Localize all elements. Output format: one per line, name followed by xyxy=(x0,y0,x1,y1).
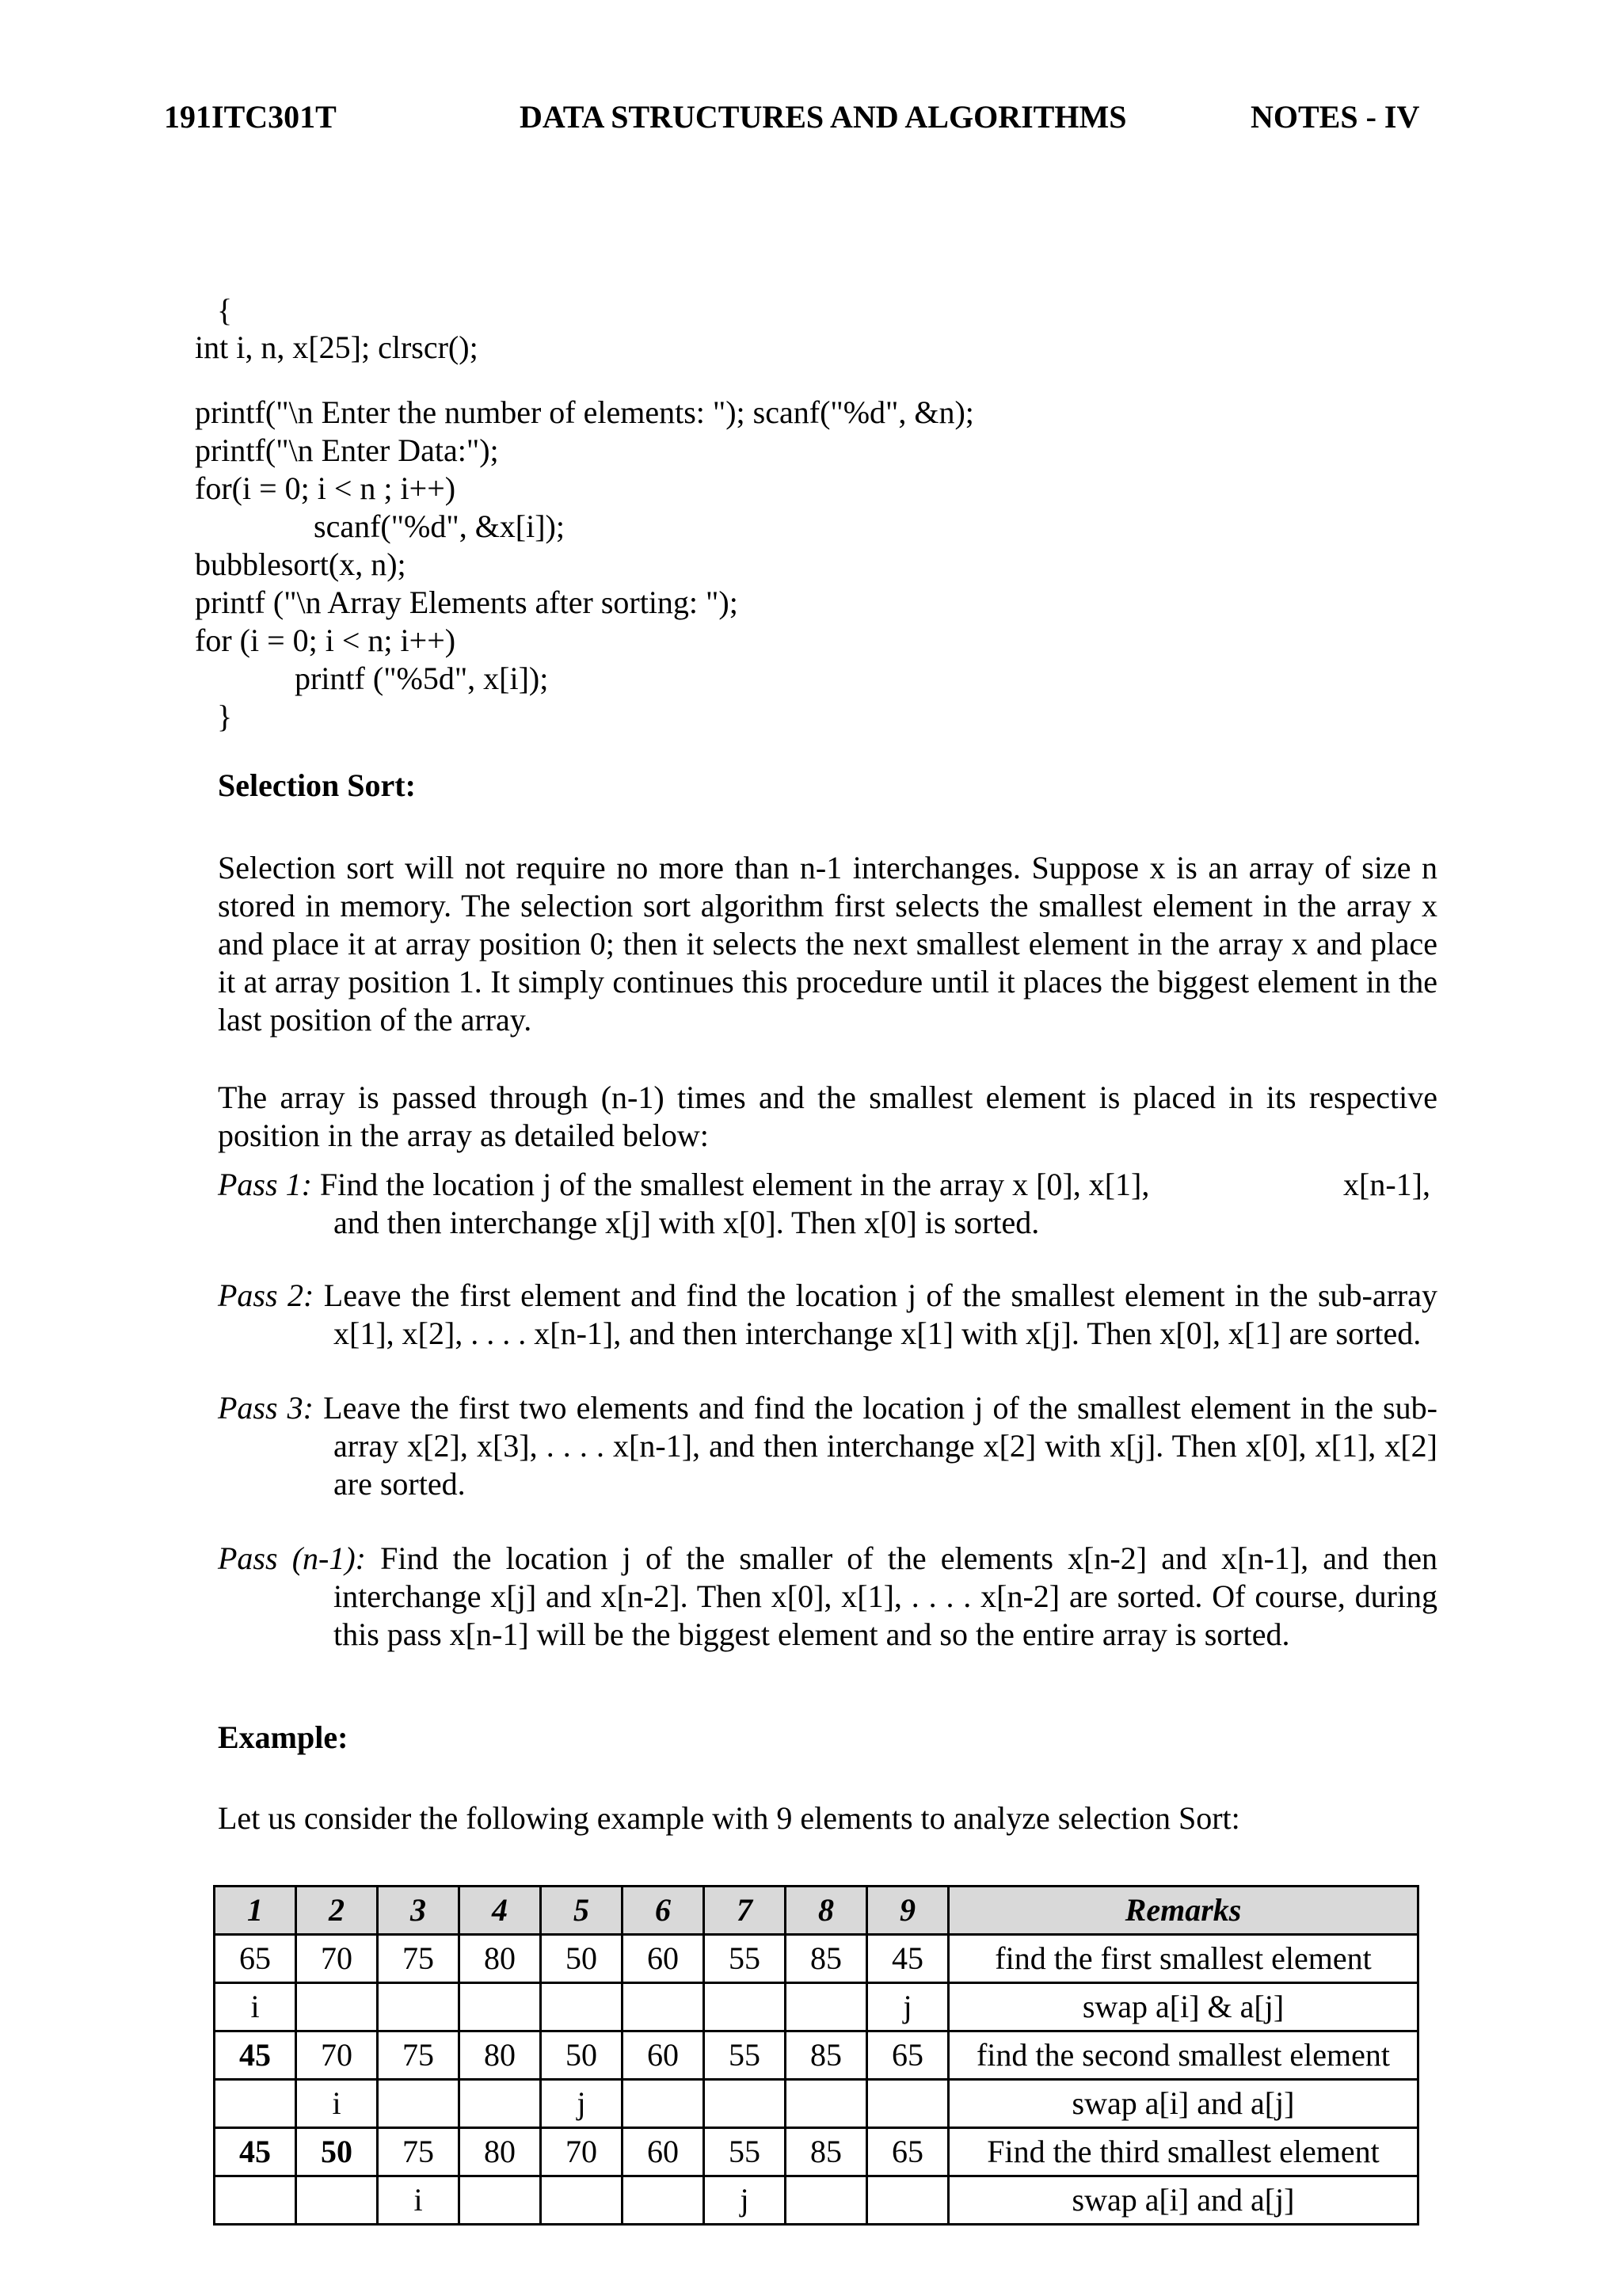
column-header: 3 xyxy=(378,1887,459,1935)
pass-1-tail: x[n-1], xyxy=(1343,1167,1430,1202)
table-cell: 55 xyxy=(704,2128,786,2176)
example-intro: Let us consider the following example with 9 elements to analyze selection Sort: xyxy=(218,1800,1240,1836)
table-cell: 85 xyxy=(786,2031,867,2080)
column-header: 6 xyxy=(623,1887,704,1935)
table-cell: j xyxy=(541,2080,623,2128)
table-cell: 60 xyxy=(623,2031,704,2080)
remark-cell: swap a[i] & a[j] xyxy=(949,1983,1418,2031)
table-cell xyxy=(623,1983,704,2031)
code-line: printf("\n Enter the number of elements: "); scanf("%d", &n); xyxy=(195,394,974,430)
table-cell: 75 xyxy=(378,2128,459,2176)
column-header: 4 xyxy=(459,1887,541,1935)
pass-text: Leave the first element and find the location j of the smallest element in the sub-array x[1], x[2], . . . . x[n-1], and then interchange x[1] with x[j]. Then x[0], x[1] are sorted. xyxy=(323,1277,1438,1351)
table-cell xyxy=(867,2176,949,2225)
table-cell: 80 xyxy=(459,2128,541,2176)
pass-label: Pass 1: xyxy=(218,1167,312,1202)
table-cell xyxy=(296,2176,378,2225)
course-code: 191ITC301T xyxy=(164,99,337,135)
table-cell: 85 xyxy=(786,1935,867,1983)
table-cell xyxy=(459,1983,541,2031)
table-cell xyxy=(459,2176,541,2225)
pass-text: Find the location j of the smaller of the elements x[n-2] and x[n-1], and then interchange x[j] and x[n-2]. Then x[0], x[1], . . . . x[n-2] are sorted. Of course, during this pass x[n-1] will be the biggest element and so the entire array is sorted. xyxy=(333,1540,1437,1652)
table-row xyxy=(215,2128,1418,2176)
pass-label: Pass 3: xyxy=(218,1390,314,1426)
code-line: for (i = 0; i < n; i++) xyxy=(195,623,456,658)
pass-n-minus-1 xyxy=(218,1540,1437,1654)
remark-cell: find the second smallest element xyxy=(949,2031,1418,2080)
table-cell: 80 xyxy=(459,2031,541,2080)
table-cell xyxy=(786,2080,867,2128)
table-cell: j xyxy=(704,2176,786,2225)
paragraph: Selection sort will not require no more than n-1 interchanges. Suppose x is an array of size n stored in memory. The selection sort algorithm first selects the smallest element in the array x and place it at array position 0; then it selects the next smallest element in the array x and place it at array position 1. It simply continues this procedure until it places the biggest element in the last position of the array. xyxy=(218,850,1437,1038)
pass-3 xyxy=(218,1389,1437,1503)
code-line: printf ("%5d", x[i]); xyxy=(295,661,549,696)
table-cell: 70 xyxy=(541,2128,623,2176)
selection-sort-table xyxy=(213,1885,1419,2226)
table-cell: i xyxy=(378,2176,459,2225)
pass-1-line-2: and then interchange x[j] with x[0]. Then x[0] is sorted. xyxy=(333,1205,1040,1240)
code-line: printf ("\n Array Elements after sorting: "); xyxy=(195,584,738,620)
pass-2 xyxy=(218,1277,1437,1353)
table-cell: 45 xyxy=(215,2128,296,2176)
table-cell xyxy=(623,2080,704,2128)
code-line: bubblesort(x, n); xyxy=(195,546,406,582)
table-cell: 55 xyxy=(704,1935,786,1983)
table-cell: 50 xyxy=(541,2031,623,2080)
column-header: 5 xyxy=(541,1887,623,1935)
table-cell: i xyxy=(215,1983,296,2031)
column-header: 8 xyxy=(786,1887,867,1935)
table-cell: 85 xyxy=(786,2128,867,2176)
table-cell: 60 xyxy=(623,1935,704,1983)
table-cell: 45 xyxy=(867,1935,949,1983)
paragraph: The array is passed through (n-1) times and the smallest element is placed in its respective position in the array as detailed below: xyxy=(218,1079,1437,1153)
table-cell xyxy=(541,2176,623,2225)
table-cell: 50 xyxy=(541,1935,623,1983)
remark-cell: swap a[i] and a[j] xyxy=(949,2080,1418,2128)
table-cell xyxy=(623,2176,704,2225)
table-cell: 55 xyxy=(704,2031,786,2080)
table-cell xyxy=(704,2080,786,2128)
table-cell: 65 xyxy=(215,1935,296,1983)
pass-label: Pass 2: xyxy=(218,1277,314,1313)
section-heading: Selection Sort: xyxy=(218,767,416,803)
code-line: scanf("%d", &x[i]); xyxy=(314,508,565,544)
pass-1-line-1 xyxy=(218,1166,1149,1204)
table-row xyxy=(215,1935,1418,1983)
code-line: { xyxy=(217,292,233,328)
notes-label: NOTES - IV xyxy=(1251,99,1420,135)
table-body xyxy=(215,1935,1418,2225)
remark-cell: Find the third smallest element xyxy=(949,2128,1418,2176)
code-line: printf("\n Enter Data:"); xyxy=(195,432,499,468)
table-cell: i xyxy=(296,2080,378,2128)
table-cell: 60 xyxy=(623,2128,704,2176)
table-cell xyxy=(296,1983,378,2031)
table-cell xyxy=(378,2080,459,2128)
table-cell xyxy=(541,1983,623,2031)
table-cell xyxy=(215,2080,296,2128)
table-cell xyxy=(215,2176,296,2225)
table-cell xyxy=(378,1983,459,2031)
table-cell: 70 xyxy=(296,2031,378,2080)
table-cell: j xyxy=(867,1983,949,2031)
column-header-remarks: Remarks xyxy=(949,1887,1418,1935)
table-cell xyxy=(867,2080,949,2128)
column-header: 1 xyxy=(215,1887,296,1935)
table-cell: 65 xyxy=(867,2031,949,2080)
table-cell: 75 xyxy=(378,1935,459,1983)
column-header: 9 xyxy=(867,1887,949,1935)
table-cell: 50 xyxy=(296,2128,378,2176)
remark-cell: find the first smallest element xyxy=(949,1935,1418,1983)
table-cell: 65 xyxy=(867,2128,949,2176)
table-cell: 45 xyxy=(215,2031,296,2080)
column-header: 7 xyxy=(704,1887,786,1935)
table-cell: 80 xyxy=(459,1935,541,1983)
example-heading: Example: xyxy=(218,1719,348,1755)
table-cell xyxy=(786,2176,867,2225)
remark-cell: swap a[i] and a[j] xyxy=(949,2176,1418,2225)
table-row xyxy=(215,2176,1418,2225)
code-line: int i, n, x[25]; clrscr(); xyxy=(195,329,478,365)
pass-label: Pass (n-1): xyxy=(218,1540,366,1576)
table-cell xyxy=(786,1983,867,2031)
pass-text: Find the location j of the smallest element in the array x [0], x[1], xyxy=(319,1167,1150,1202)
table-row xyxy=(215,1983,1418,2031)
code-line: } xyxy=(217,699,233,734)
table-cell xyxy=(459,2080,541,2128)
course-title: DATA STRUCTURES AND ALGORITHMS xyxy=(520,99,1127,135)
table-cell: 70 xyxy=(296,1935,378,1983)
table-header-row xyxy=(215,1887,1418,1935)
table-row xyxy=(215,2031,1418,2080)
table-cell: 75 xyxy=(378,2031,459,2080)
table-row xyxy=(215,2080,1418,2128)
pass-text: Leave the first two elements and find the location j of the smallest element in the sub-array x[2], x[3], . . . . x[n-1], and then interchange x[2] with x[j]. Then x[0], x[1], x[2] are sorted. xyxy=(323,1390,1438,1502)
table-cell xyxy=(704,1983,786,2031)
code-line: for(i = 0; i < n ; i++) xyxy=(195,470,456,506)
column-header: 2 xyxy=(296,1887,378,1935)
